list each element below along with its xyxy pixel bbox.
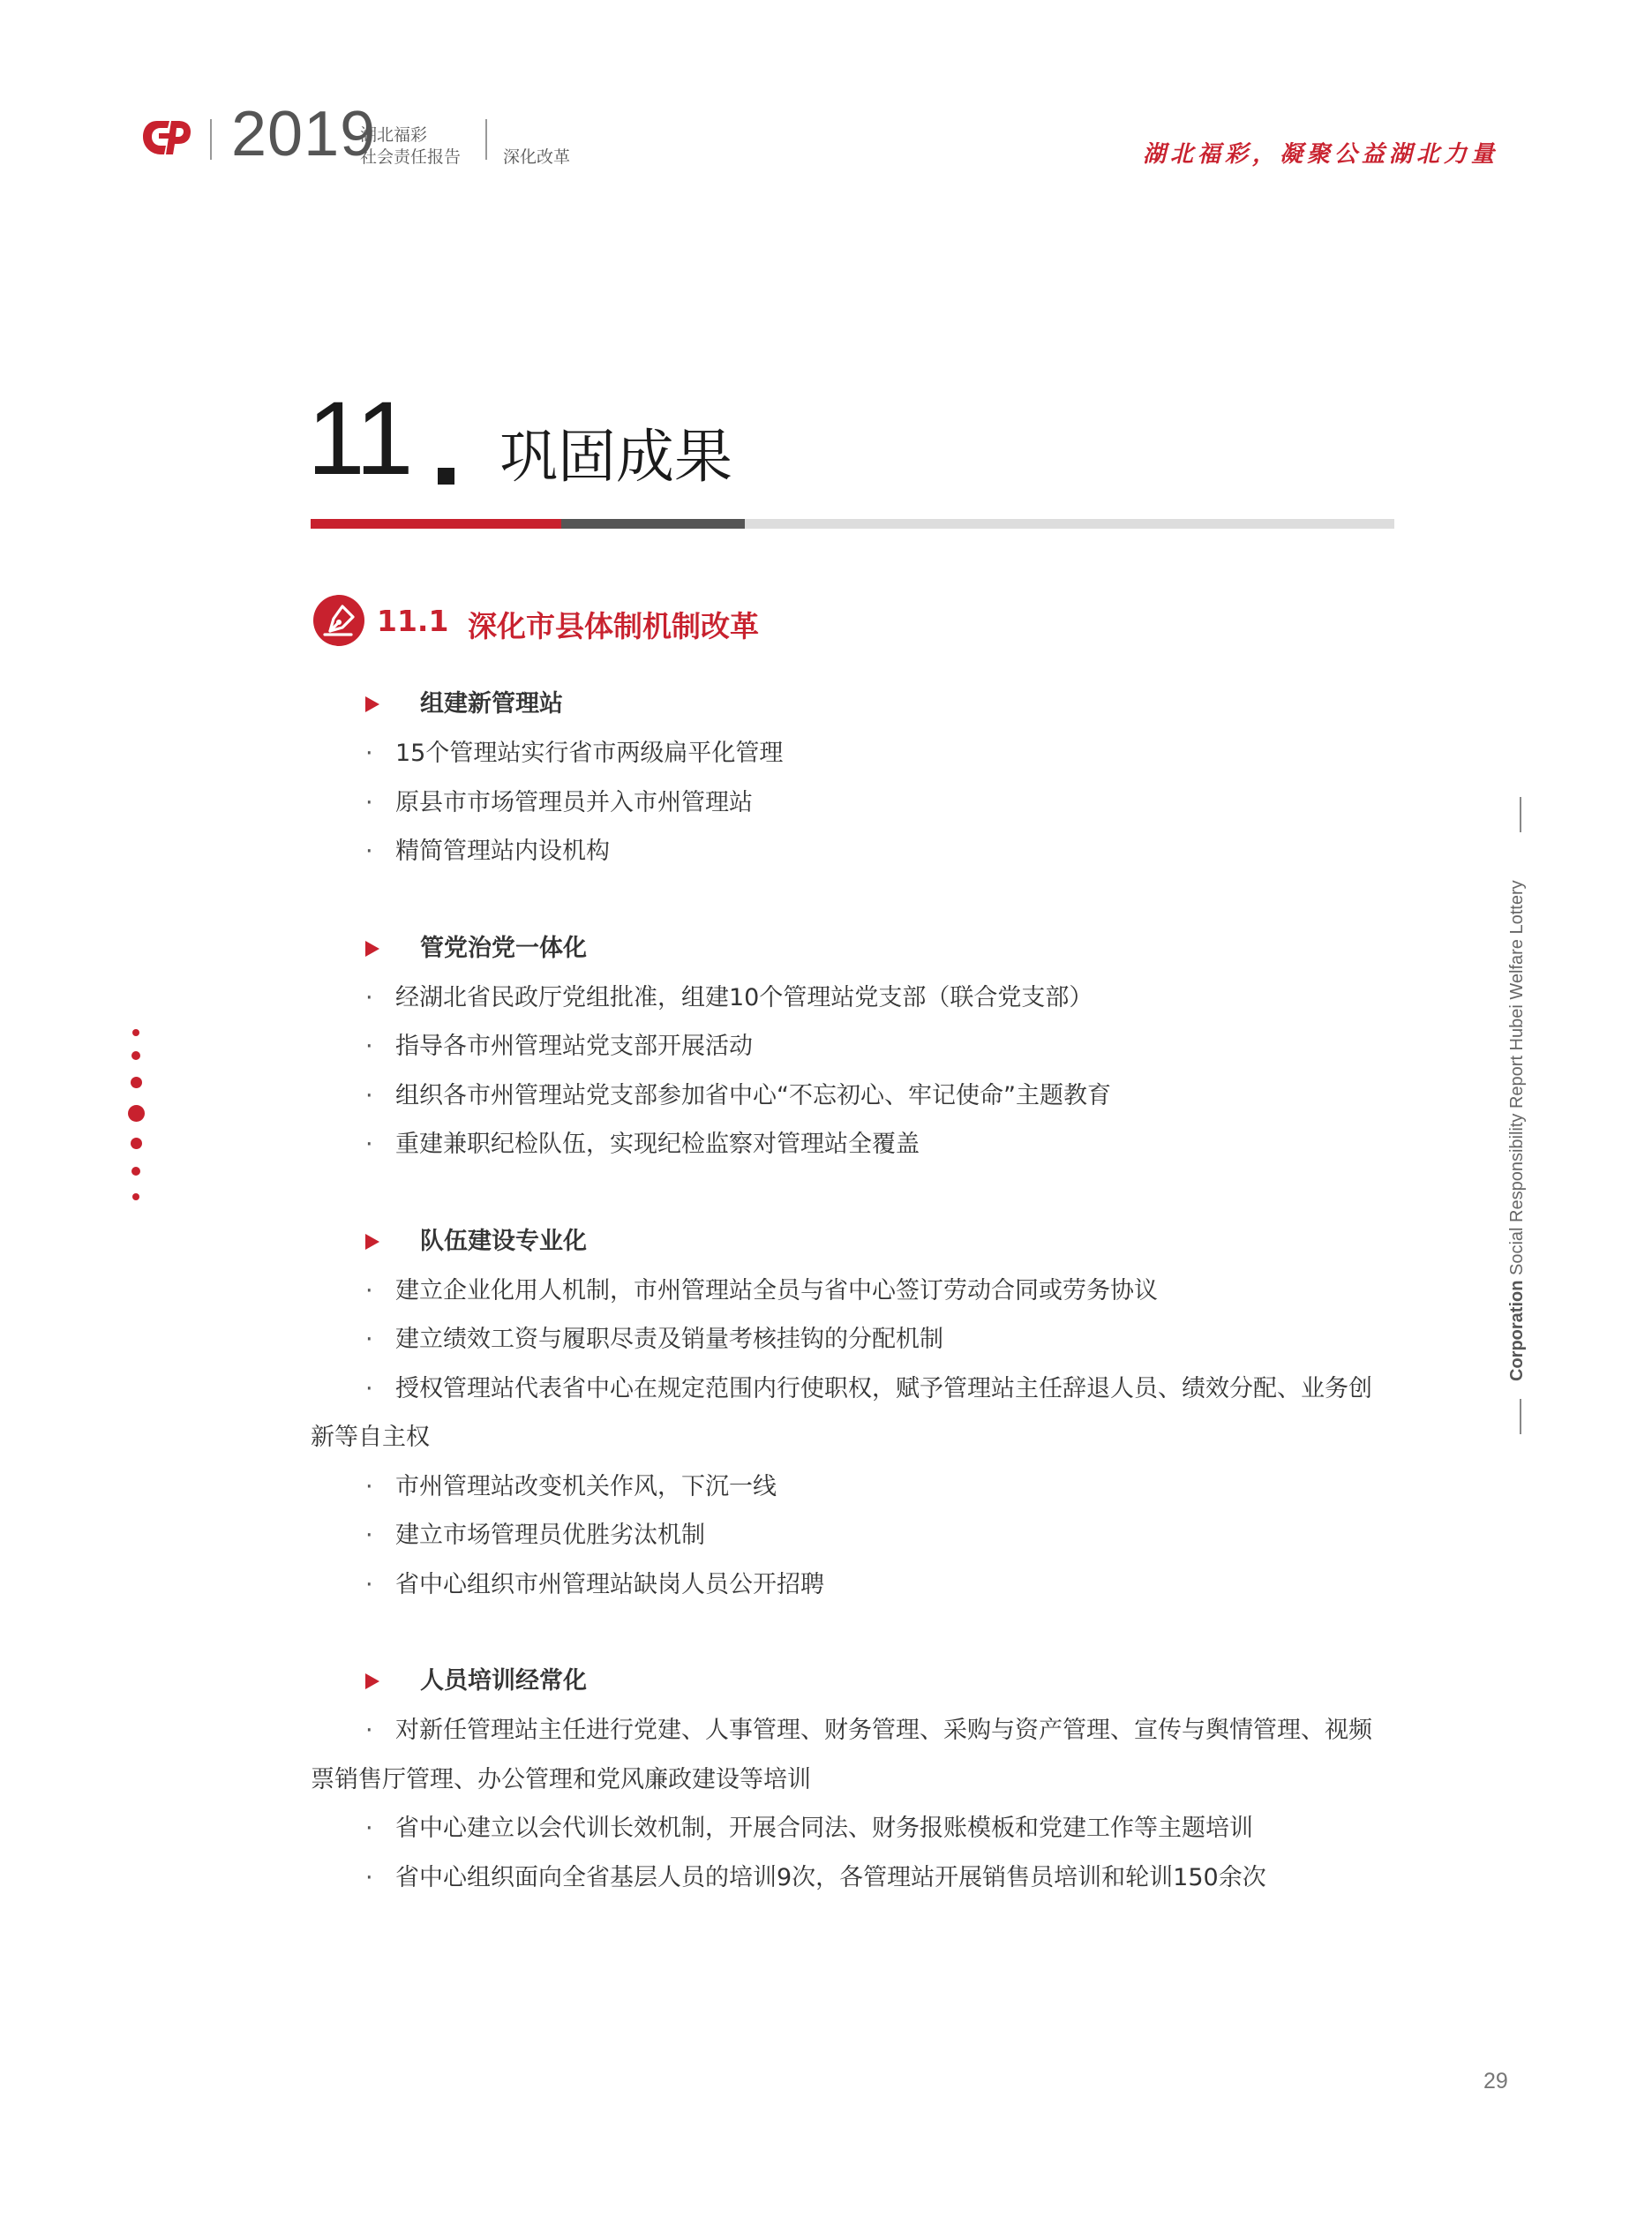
bullet-dot: ·: [365, 838, 373, 865]
list-item-text: 重建兼职纪检队伍，实现纪检监察对管理站全覆盖: [395, 1131, 920, 1158]
group-title: 组建新管理站: [420, 690, 563, 718]
chapter-number-dot: [438, 468, 454, 485]
bullet-dot: ·: [365, 1522, 373, 1549]
list-item-text: 组织各市州管理站党支部参加省中心“不忘初心、牢记使命”主题教育: [395, 1081, 1111, 1109]
side-dot: [131, 1138, 142, 1149]
bullet-dot: ·: [365, 1326, 373, 1353]
section-number: 11.1: [377, 604, 449, 638]
bullet-dot: ·: [365, 1717, 373, 1744]
triangle-bullet-icon: [365, 1234, 379, 1250]
bullet-dot: ·: [365, 1374, 373, 1402]
list-item: [311, 1804, 1394, 1853]
list-item: [311, 778, 1394, 828]
list-item: [311, 1022, 1394, 1071]
group-title: 队伍建设专业化: [420, 1227, 587, 1255]
list-item: [311, 973, 1394, 1023]
bullet-dot: ·: [365, 1033, 373, 1060]
list-item: [311, 1071, 1394, 1121]
list-item: [311, 1706, 1394, 1804]
bullet-dot: ·: [365, 1863, 373, 1891]
section-name: 深化改革: [503, 147, 571, 167]
side-line-bottom: [1520, 1399, 1521, 1434]
triangle-bullet-icon: [365, 696, 379, 712]
group-heading: [311, 924, 1394, 973]
side-dot: [132, 1193, 139, 1200]
side-report-title: [1507, 880, 1528, 1381]
list-item-text: 原县市市场管理员并入市州管理站: [395, 788, 753, 816]
list-item-text: 市州管理站改变机关作风，下沉一线: [395, 1472, 777, 1500]
bullet-dot: ·: [365, 1131, 373, 1158]
bullet-dot: ·: [365, 1276, 373, 1304]
list-item: [311, 1315, 1394, 1364]
list-item-text: 指导各市州管理站党支部开展活动: [395, 1033, 753, 1060]
list-item-text: 省中心组织面向全省基层人员的培训9次，各管理站开展销售员培训和轮训150余次: [395, 1863, 1266, 1891]
section-title: 深化市县体制机制改革: [468, 609, 759, 643]
org-name: 湖北福彩: [360, 125, 428, 145]
header-divider-1: [210, 119, 212, 160]
list-item: [311, 1462, 1394, 1512]
list-item-text: 建立企业化用人机制，市州管理站全员与省中心签订劳动合同或劳务协议: [395, 1276, 1158, 1304]
group-heading: [311, 1217, 1394, 1267]
report-name: 社会责任报告: [360, 147, 462, 167]
group-heading: [311, 680, 1394, 729]
bullet-dot: ·: [365, 788, 373, 816]
side-dot: [131, 1051, 140, 1060]
group-title: 管党治党一体化: [420, 934, 587, 962]
list-item-text: 建立市场管理员优胜劣汰机制: [395, 1522, 705, 1549]
content-body: [311, 680, 1394, 1902]
title-underline-grey: [745, 519, 1394, 529]
chapter-number: 11: [307, 380, 412, 497]
bullet-dot: ·: [365, 1815, 373, 1842]
list-item-text: 对新任管理站主任进行党建、人事管理、财务管理、采购与资产管理、宣传与舆情管理、视频票销售厅管理、办公管理和党风廉政建设等培训: [311, 1717, 1372, 1793]
list-item-text: 省中心组织市州管理站缺岗人员公开招聘: [395, 1570, 824, 1598]
triangle-bullet-icon: [365, 941, 379, 957]
list-item: [311, 827, 1394, 876]
list-item: [311, 1853, 1394, 1903]
triangle-bullet-icon: [365, 1673, 379, 1689]
list-item-text: 省中心建立以会代训长效机制，开展合同法、财务报账模板和党建工作等主题培训: [395, 1815, 1253, 1842]
bullet-dot: ·: [365, 983, 373, 1011]
welfare-lottery-logo: [141, 116, 192, 160]
list-item-text: 15个管理站实行省市两级扁平化管理: [395, 740, 784, 767]
page-number: 29: [1483, 2069, 1508, 2093]
pen-nib-icon: [312, 594, 365, 647]
list-item: [311, 729, 1394, 778]
side-dot-active: [128, 1105, 145, 1122]
group-title: 人员培训经常化: [420, 1667, 587, 1695]
bullet-dot: ·: [365, 1570, 373, 1598]
side-line-top: [1520, 797, 1521, 832]
side-title-bold: Corporation: [1507, 1280, 1527, 1381]
bullet-dot: ·: [365, 740, 373, 767]
title-underline-dark: [561, 519, 745, 529]
report-year: 2019: [231, 99, 377, 169]
list-item-text: 授权管理站代表省中心在规定范围内行使职权，赋予管理站主任辞退人员、绩效分配、业务创新等自主权: [311, 1374, 1372, 1451]
list-item-text: 精简管理站内设机构: [395, 838, 610, 865]
list-item: [311, 1511, 1394, 1560]
bullet-dot: ·: [365, 1081, 373, 1109]
side-dot: [131, 1167, 140, 1176]
side-dot: [131, 1077, 142, 1088]
list-item: [311, 1364, 1394, 1462]
chapter-title: 巩固成果: [499, 423, 732, 491]
title-underline-red: [311, 519, 561, 529]
list-item: [311, 1267, 1394, 1316]
list-item-text: 建立绩效工资与履职尽责及销量考核挂钩的分配机制: [395, 1326, 943, 1353]
slogan: 湖北福彩，凝聚公益湖北力量: [1142, 141, 1498, 168]
side-dot: [132, 1029, 139, 1036]
side-title-rest: Social Responsibility Report Hubei Welfare Lottery: [1507, 880, 1527, 1281]
list-item: [311, 1560, 1394, 1610]
header-divider-2: [485, 119, 487, 160]
list-item-text: 经湖北省民政厅党组批准，组建10个管理站党支部（联合党支部）: [395, 983, 1093, 1011]
bullet-dot: ·: [365, 1472, 373, 1500]
group-heading: [311, 1657, 1394, 1706]
list-item: [311, 1120, 1394, 1169]
